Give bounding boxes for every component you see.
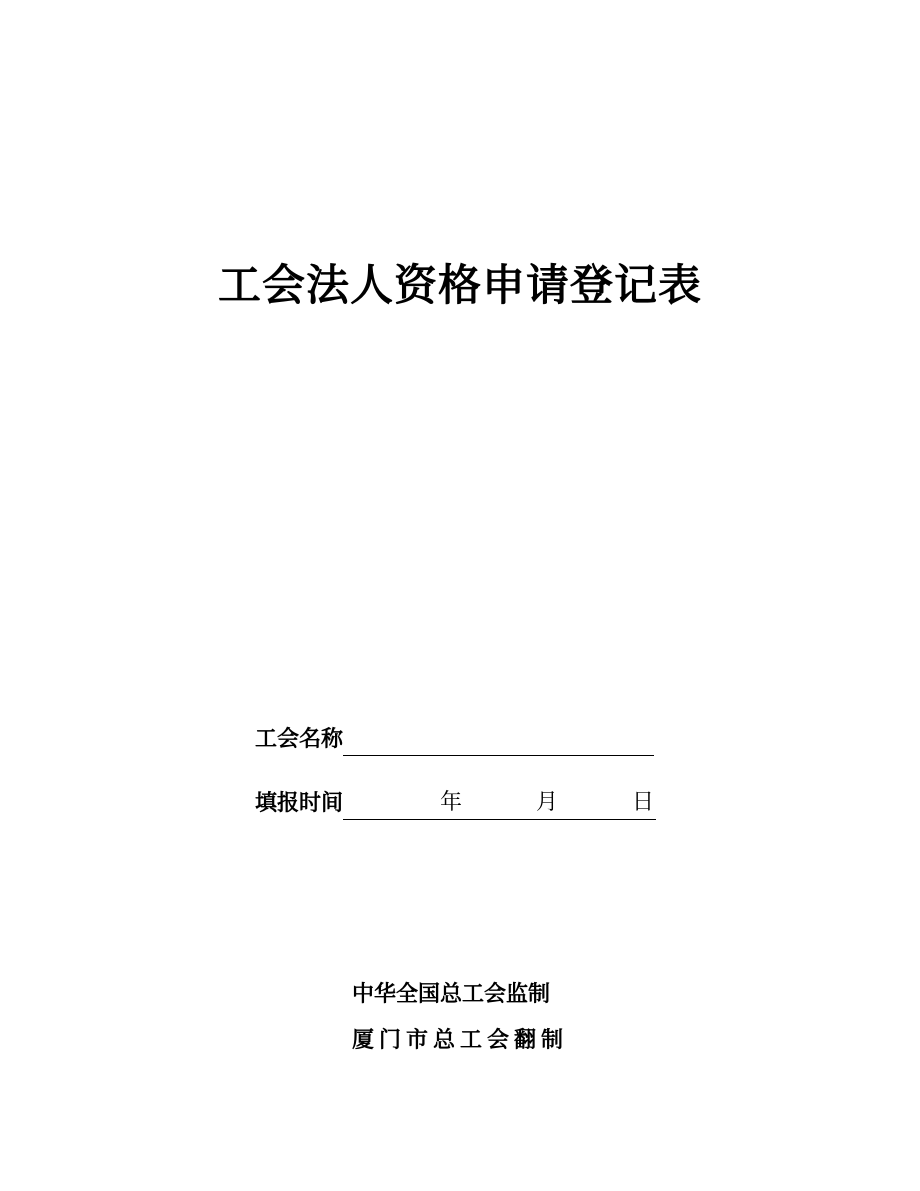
fill-date-label: 填报时间 [255, 791, 344, 816]
supervision-credit: 中华全国总工会监制 [352, 982, 551, 1007]
union-name-row [255, 724, 675, 756]
union-name-label: 工会名称 [255, 727, 344, 752]
reprint-credit: 厦门市总工会翻制 [352, 1028, 569, 1053]
document-title: 工会法人资格申请登记表 [218, 261, 702, 311]
month-label: 月 [536, 790, 559, 815]
day-label: 日 [632, 790, 655, 815]
union-name-blank-line[interactable] [343, 729, 654, 756]
fill-date-blank-line[interactable] [343, 790, 656, 820]
year-label: 年 [440, 790, 463, 815]
fill-date-row [255, 788, 675, 820]
